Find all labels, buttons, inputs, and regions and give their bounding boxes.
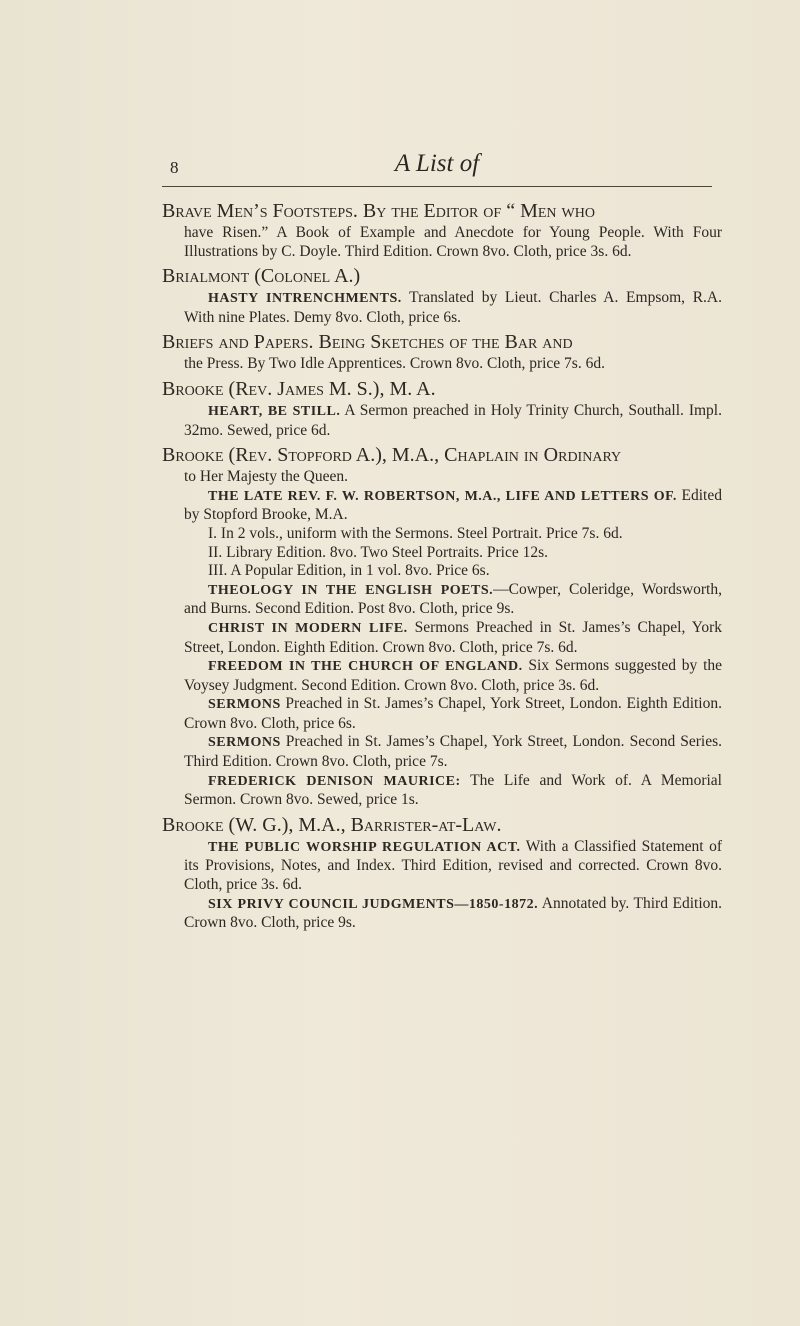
entry-title-line (184, 581, 722, 619)
work-description: Translated by Lieut. Charles A. Empsom, R.A. With nine Plates. Demy 8vo. Cloth, price 6s. (184, 289, 722, 326)
catalogue-entry (162, 198, 722, 261)
work-title: SERMONS (208, 735, 281, 751)
entry-heading: Brooke (Rev. Stopford A.), M.A., Chaplain in Ordinary (162, 444, 622, 467)
work-description: With a Classified Statement of its Provisions, Notes, and Index. Third Edition, revised and corrected. Crown 8vo. Cloth, price 3s. 6d. (184, 837, 722, 894)
entry-heading: Brialmont (Colonel A.) (162, 265, 361, 288)
entry-title-line (184, 289, 722, 327)
work-title: FREDERICK DENISON MAURICE: (208, 773, 461, 789)
entry-heading: Brooke (Rev. James M. S.), M. A. (162, 377, 436, 400)
work-title: SIX PRIVY COUNCIL JUDGMENTS—1850-1872. (208, 896, 539, 912)
work-title: THE PUBLIC WORSHIP REGULATION ACT. (208, 839, 521, 855)
work-title: HASTY INTRENCHMENTS. (208, 291, 402, 307)
entry-text: I. In 2 vols., uniform with the Sermons. Steel Portrait. Price 7s. 6d. (208, 524, 623, 542)
entry-title-line (184, 838, 722, 895)
entry-heading: Briefs and Papers. Being Sketches of the Bar and (162, 331, 573, 354)
work-description: The Life and Work of. A Memorial Sermon. Crown 8vo. Sewed, price 1s. (184, 771, 722, 809)
work-description: Six Sermons suggested by the Voysey Judgment. Second Edition. Crown 8vo. Cloth, price 3s. 6d. (184, 657, 723, 694)
catalogue-entry (162, 812, 722, 933)
work-description: Edited by Stopford Brooke, M.A. (184, 486, 722, 524)
work-description: Preached in St. James’s Chapel, York Street, London. Second Series. Third Edition. Crown 8vo. Cloth, price 7s. (184, 733, 722, 771)
entry-heading: Brooke (W. G.), M.A., Barrister-at-Law. (162, 813, 502, 836)
running-title: A List of (394, 150, 480, 177)
entry-title-line (184, 772, 722, 810)
work-description: Annotated by. Third Edition. Crown 8vo. Cloth, price 9s. (184, 894, 723, 932)
page-number: 8 (170, 158, 179, 177)
entry-title-line (184, 402, 722, 440)
work-description: Preached in St. James’s Chapel, York Street, London. Eighth Edition. Crown 8vo. Cloth, price 6s. (184, 695, 722, 732)
work-title: FREEDOM IN THE CHURCH OF ENGLAND. (208, 659, 523, 675)
entry-heading: Brave Men’s Footsteps. By the Editor of “ Men who (162, 200, 595, 222)
work-title: THE LATE REV. F. W. ROBERTSON, M.A., LIFE AND LETTERS OF. (208, 488, 677, 504)
work-title: THEOLOGY IN THE ENGLISH POETS. (208, 582, 494, 598)
entry-title-line (184, 487, 722, 525)
catalogue-entry (162, 329, 722, 374)
entry-text: III. A Popular Edition, in 1 vol. 8vo. Price 6s. (208, 562, 490, 580)
entry-text: have Risen.” A Book of Example and Anecdote for Young People. With Four Illustrations by C. Doyle. Third Edition. Crown 8vo. Cloth, price 3s. 6d. (184, 224, 722, 260)
work-title: HEART, BE STILL. (208, 403, 341, 419)
catalogue-list (162, 198, 722, 935)
catalogue-entry (162, 263, 722, 327)
work-title: CHRIST IN MODERN LIFE. (208, 620, 408, 636)
work-description: —Cowper, Coleridge, Wordsworth, and Burns. Second Edition. Post 8vo. Cloth, price 9s. (184, 580, 722, 618)
catalogue-entry (162, 376, 722, 440)
entry-title-line (184, 733, 722, 771)
work-description: A Sermon preached in Holy Trinity Church, Southall. Impl. 32mo. Sewed, price 6d. (184, 401, 722, 439)
entry-text: II. Library Edition. 8vo. Two Steel Portraits. Price 12s. (208, 543, 549, 561)
header-rule (162, 186, 712, 187)
catalogue-entry (162, 442, 722, 810)
entry-title-line (184, 895, 722, 933)
entry-title-line (184, 619, 722, 657)
work-title: SERMONS (208, 697, 281, 713)
entry-text: the Press. By Two Idle Apprentices. Crown 8vo. Cloth, price 7s. 6d. (184, 355, 605, 373)
entry-text: to Her Majesty the Queen. (184, 468, 348, 486)
entry-title-line (184, 657, 722, 695)
page-header (162, 148, 712, 184)
entry-title-line (184, 695, 722, 733)
work-description: Sermons Preached in St. James’s Chapel, York Street, London. Eighth Edition. Crown 8vo. Cloth, price 7s. 6d. (184, 618, 723, 656)
